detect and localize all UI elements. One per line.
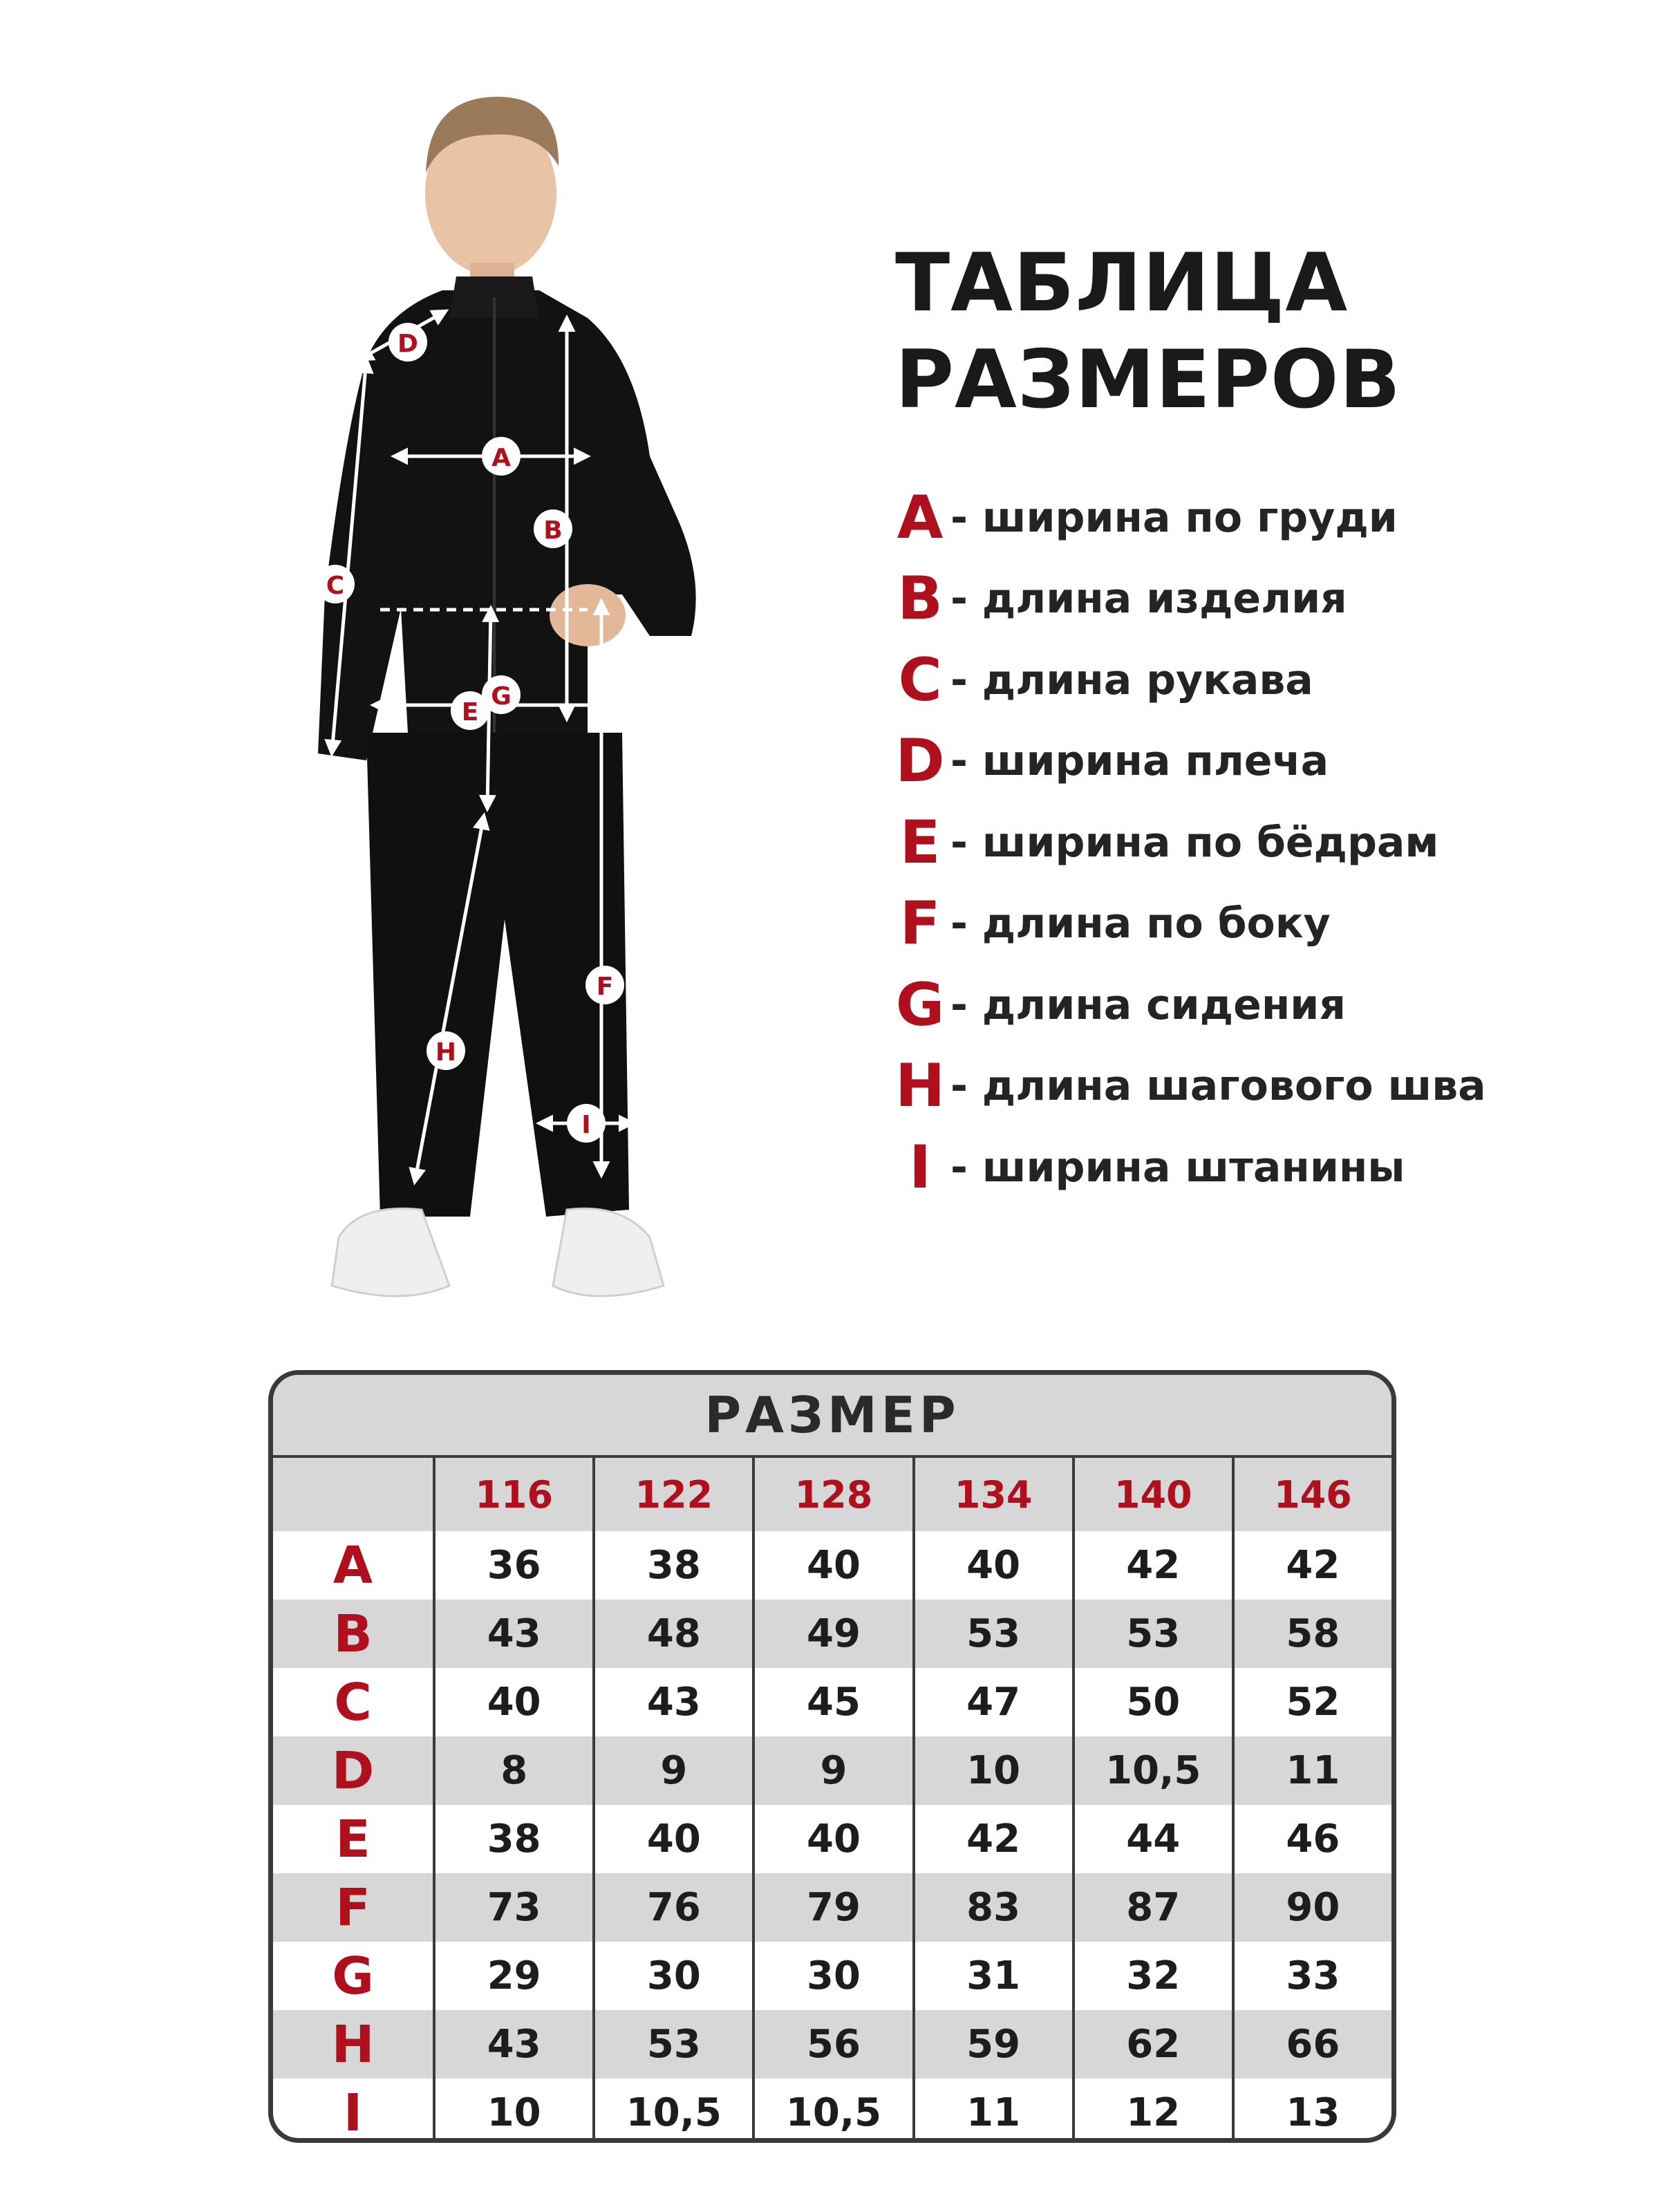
hand [550,584,626,646]
table-row [273,1873,1391,1942]
svg-text:D: D [397,330,418,358]
table-cell: 29 [433,1942,592,2010]
table-cell: 31 [912,1942,1072,2010]
table-cell: 40 [433,1668,592,1736]
table-row [273,1942,1391,2010]
table-cell: 46 [1232,1805,1391,1873]
header-corner-cell [273,1458,433,1531]
row-label: G [332,1946,374,2006]
marker-i [567,1104,606,1143]
table-cell: 62 [1072,2010,1232,2079]
table-cell: 30 [592,1942,752,2010]
table-cell: 32 [1072,1942,1232,2010]
row-label: D [331,1741,375,1801]
table-cell: 47 [912,1668,1072,1736]
legend-item-f [895,883,1621,965]
size-header-cell: 128 [752,1458,912,1531]
table-cell: 38 [433,1805,592,1873]
table-cell: 9 [752,1736,912,1805]
table-cell: 76 [592,1873,752,1942]
measurement-illustration [263,69,788,1327]
model-figure [263,69,788,1327]
table-row [273,1600,1391,1668]
row-label: I [343,2083,363,2143]
table-cell: 42 [912,1805,1072,1873]
table-cell: 53 [592,2010,752,2079]
size-header-cell: 134 [912,1458,1072,1531]
table-cell: 33 [1232,1942,1391,2010]
svg-text:B: B [543,516,563,545]
table-cell: 40 [592,1805,752,1873]
legend-item-d [895,721,1621,803]
table-cell: 10 [433,2079,592,2143]
table-cell: 10,5 [1072,1736,1232,1805]
table-row [273,2010,1391,2079]
table-cell: 49 [752,1600,912,1668]
legend-text: - ширина по бёдрам [950,818,1439,867]
legend-item-g [895,964,1621,1046]
table-cell: 59 [912,2010,1072,2079]
legend-text: - ширина штанины [950,1143,1405,1192]
table-cell: 58 [1232,1600,1391,1668]
svg-text:E: E [461,698,479,727]
table-cell: 42 [1232,1531,1391,1600]
table-grid [273,1458,1391,2143]
row-label: A [332,1535,373,1595]
legend-item-c [895,639,1621,721]
legend-text: - длина изделия [950,574,1347,624]
row-label: H [331,2014,375,2074]
svg-text:A: A [491,444,511,472]
table-cell: 30 [752,1942,912,2010]
svg-text:I: I [581,1111,591,1139]
table-row [273,1736,1391,1805]
table-cell: 53 [1072,1600,1232,1668]
row-label: F [335,1877,371,1938]
legend-item-b [895,559,1621,640]
table-cell: 40 [752,1805,912,1873]
table-cell: 56 [752,2010,912,2079]
legend-item-a [895,477,1621,559]
measurement-legend [895,477,1621,1208]
legend-letter: C [898,645,942,715]
table-cell: 8 [433,1736,592,1805]
svg-text:G: G [491,682,512,711]
right-shoe [553,1208,664,1296]
legend-text: - ширина плеча [950,737,1329,786]
row-label: C [334,1672,372,1732]
legend-letter: G [895,970,945,1040]
size-header-cell: 122 [592,1458,752,1531]
page-title [895,235,1401,429]
svg-text:C: C [326,572,345,600]
marker-f [585,966,624,1004]
title-line-2: РАЗМЕРОВ [895,333,1401,427]
legend-text: - ширина по груди [950,493,1398,542]
table-cell: 11 [1232,1736,1391,1805]
legend-letter: A [897,482,944,552]
marker-c [316,565,355,603]
table-cell: 10,5 [752,2079,912,2143]
table-cell: 43 [592,1668,752,1736]
table-cell: 10 [912,1736,1072,1805]
svg-text:H: H [435,1038,457,1067]
table-title: РАЗМЕР [273,1375,1391,1458]
legend-text: - длина шагового шва [950,1062,1486,1111]
table-cell: 12 [1072,2079,1232,2143]
table-row [273,1668,1391,1736]
table-cell: 87 [1072,1873,1232,1942]
legend-letter: E [899,807,941,877]
marker-d [388,323,427,362]
svg-text:F: F [596,973,614,1001]
table-cell: 36 [433,1531,592,1600]
table-cell: 79 [752,1873,912,1942]
table-cell: 83 [912,1873,1072,1942]
table-cell: 43 [433,2010,592,2079]
legend-letter: H [895,1051,945,1121]
legend-text: - длина рукава [950,655,1313,704]
row-label: E [335,1809,371,1869]
table-cell: 90 [1232,1873,1391,1942]
table-cell: 40 [752,1531,912,1600]
table-cell: 38 [592,1531,752,1600]
table-cell: 66 [1232,2010,1391,2079]
table-cell: 48 [592,1600,752,1668]
table-cell: 73 [433,1873,592,1942]
table-cell: 9 [592,1736,752,1805]
legend-letter: B [897,564,943,634]
table-cell: 13 [1232,2079,1391,2143]
legend-letter: D [895,727,945,796]
table-cell: 50 [1072,1668,1232,1736]
table-header-row [273,1458,1391,1531]
table-cell: 44 [1072,1805,1232,1873]
legend-item-h [895,1046,1621,1127]
size-table [268,1370,1396,2143]
legend-letter: F [899,889,941,959]
table-cell: 52 [1232,1668,1391,1736]
marker-a [482,437,521,476]
legend-text: - длина по боку [950,899,1331,948]
legend-text: - длина сидения [950,980,1346,1029]
table-cell: 42 [1072,1531,1232,1600]
legend-item-e [895,802,1621,883]
left-shoe [332,1208,449,1296]
size-header-cell: 146 [1232,1458,1391,1531]
table-cell: 45 [752,1668,912,1736]
table-cell: 43 [433,1600,592,1668]
legend-item-i [895,1127,1621,1208]
table-row [273,2079,1391,2143]
table-row [273,1531,1391,1600]
marker-g [482,675,521,714]
size-header-cell: 116 [433,1458,592,1531]
marker-h [427,1031,465,1070]
table-cell: 11 [912,2079,1072,2143]
table-cell: 40 [912,1531,1072,1600]
legend-letter: I [909,1132,931,1202]
table-cell: 53 [912,1600,1072,1668]
table-row [273,1805,1391,1873]
marker-b [534,509,572,548]
size-header-cell: 140 [1072,1458,1232,1531]
title-line-1: ТАБЛИЦА [895,236,1349,330]
row-label: B [333,1604,373,1664]
table-cell: 10,5 [592,2079,752,2143]
